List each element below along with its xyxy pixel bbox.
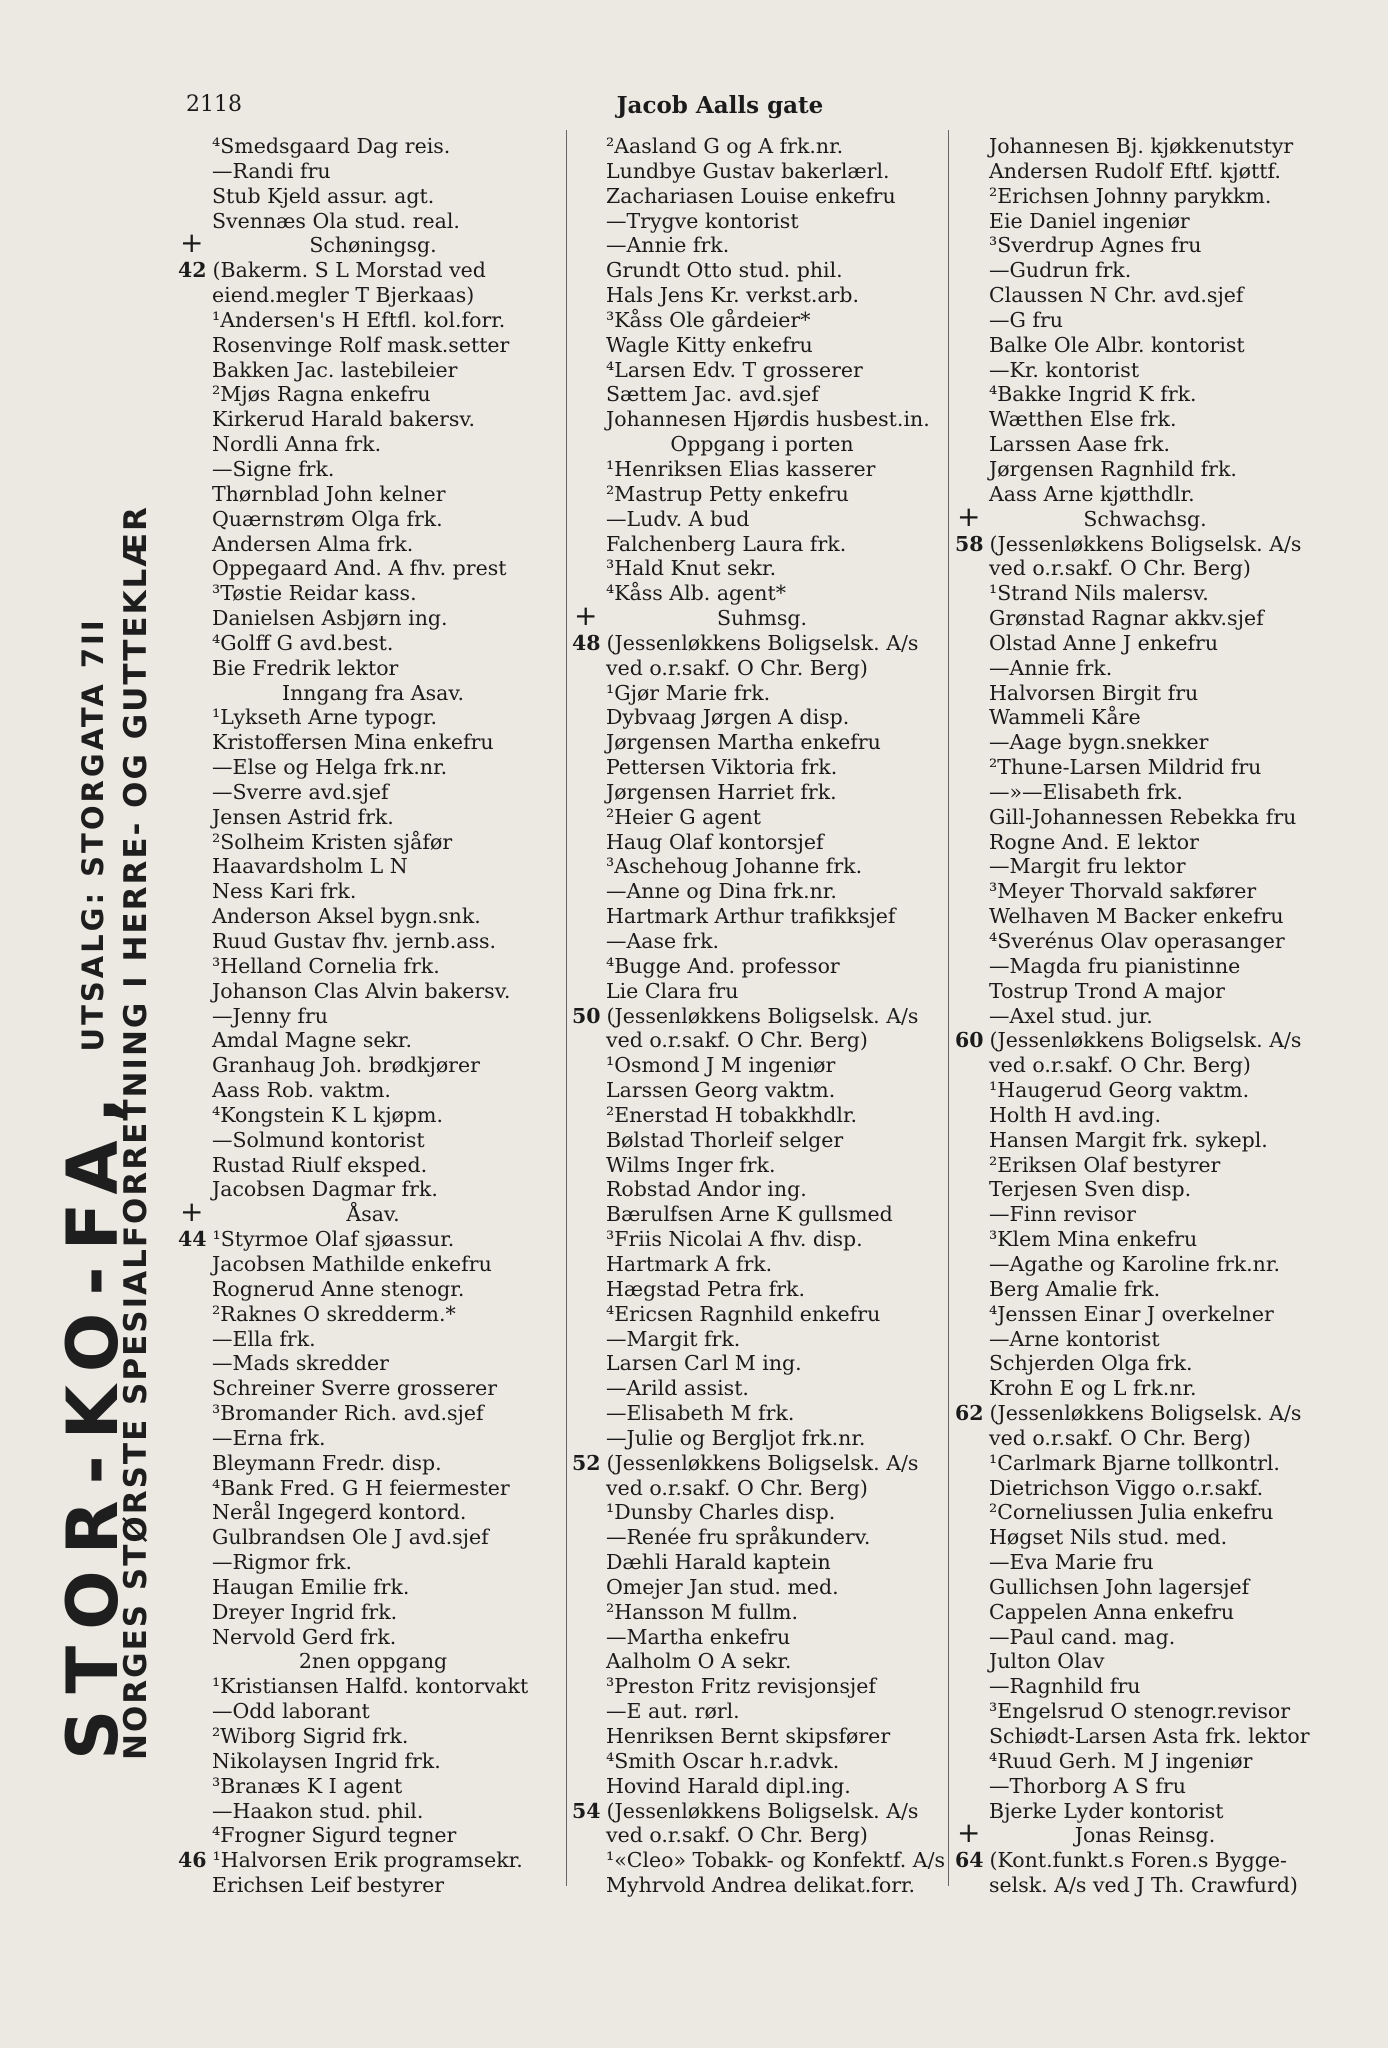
- directory-column-3: [955, 134, 1335, 1898]
- resident-entry: ²Wiborg Sigrid frk.: [212, 1724, 409, 1748]
- resident-entry: —E aut. rørl.: [606, 1699, 740, 1724]
- resident-entry: Rogne And. E lektor: [989, 829, 1199, 854]
- resident-entry: Nordli Anna frk.: [212, 432, 382, 457]
- resident-entry: ¹Strand Nils malersv.: [989, 581, 1209, 606]
- resident-entry: ³Bromander Rich. avd.sjef: [212, 1401, 484, 1426]
- resident-entry: ⁴Smedsgaard Dag reis.: [212, 134, 451, 158]
- owner-text: (Jessenløkkens Boligselsk. A/s: [989, 531, 1302, 556]
- resident-entry: Jacobsen Dagmar frk.: [212, 1177, 438, 1202]
- house-number-entry: [572, 1799, 952, 1824]
- resident-entry: Granhaug Joh. brødkjører: [212, 1053, 480, 1078]
- resident-entry: Hals Jens Kr. verkst.arb.: [606, 283, 860, 308]
- resident-entry: Ruud Gustav fhv. jernb.ass.: [212, 929, 497, 953]
- resident-entry: ⁴Golff G avd.best.: [212, 630, 394, 655]
- resident-entry: Nikolaysen Ingrid frk.: [212, 1748, 441, 1773]
- resident-entry: Eie Daniel ingeniør: [989, 208, 1190, 233]
- resident-entry: ³Friis Nicolai A fhv. disp.: [606, 1227, 863, 1252]
- resident-entry: Olstad Anne J enkefru: [989, 630, 1219, 655]
- resident-entry: —Elisabeth M frk.: [606, 1401, 795, 1426]
- resident-entry: Hartmark Arthur trafikksjef: [606, 904, 896, 929]
- resident-entry: Danielsen Asbjørn ing.: [212, 606, 448, 631]
- resident-entry: ¹«Cleo» Tobakk- og Konfektf. A/s: [606, 1848, 946, 1873]
- resident-entry: Ness Kari frk.: [212, 879, 357, 904]
- house-number: 48: [572, 630, 601, 655]
- resident-entry: Kirkerud Harald bakersv.: [212, 407, 476, 432]
- resident-entry: Hartmark A frk.: [606, 1251, 773, 1276]
- resident-entry: ²Thune-Larsen Mildrid fru: [989, 755, 1262, 780]
- resident-entry: Berg Amalie frk.: [989, 1276, 1161, 1301]
- entry-continuation: ved o.r.sakf. O Chr. Berg): [989, 556, 1251, 581]
- resident-entry: Jensen Astrid frk.: [212, 804, 394, 829]
- house-number: 44: [178, 1227, 207, 1252]
- owner-text: ¹Styrmoe Olaf sjøassur.: [212, 1227, 455, 1252]
- resident-entry: Balke Ole Albr. kontorist: [989, 332, 1245, 357]
- ad-brand: STOR-KO-FA,: [52, 1080, 134, 1760]
- resident-entry: —Thorborg A S fru: [989, 1773, 1186, 1798]
- house-number: 62: [955, 1401, 984, 1426]
- resident-entry: —Kr. kontorist: [989, 357, 1140, 382]
- house-number-entry: [572, 631, 952, 656]
- resident-entry: ¹Lykseth Arne typogr.: [212, 705, 438, 730]
- section-heading: Oppgang i porten: [670, 432, 854, 457]
- resident-entry: ¹Henriksen Elias kasserer: [606, 456, 876, 481]
- advertisement-sidebar: [52, 110, 172, 1760]
- house-number: 42: [178, 258, 207, 283]
- resident-entry: ³Branæs K I agent: [212, 1773, 403, 1798]
- entry-continuation: selsk. A/s ved J Th. Crawfurd): [989, 1873, 1298, 1898]
- resident-entry: —Ludv. A bud: [606, 506, 750, 531]
- house-number-entry: [572, 1451, 952, 1476]
- resident-entry: Grønstad Ragnar akkv.sjef: [989, 606, 1264, 631]
- resident-entry: Schreiner Sverre grosserer: [212, 1376, 498, 1401]
- house-number-entry: [178, 258, 568, 283]
- owner-text: (Jessenløkkens Boligselsk. A/s: [606, 1450, 919, 1475]
- resident-entry: Aalholm O A sekr.: [606, 1649, 792, 1674]
- resident-entry: —Margit frk.: [606, 1326, 741, 1351]
- house-number-entry: [955, 1401, 1335, 1426]
- house-number: 58: [955, 531, 984, 556]
- resident-entry: ¹Kristiansen Halfd. kontorvakt: [212, 1674, 529, 1699]
- resident-entry: Wilms Inger frk.: [606, 1152, 776, 1177]
- resident-entry: Aass Arne kjøtthdlr.: [989, 481, 1195, 506]
- street-name: Schøningsg.: [309, 233, 437, 258]
- ad-tagline: NORGES STØRSTE SPESIALFORRETNING I HERRE- OG GUTTEKLÆR: [118, 505, 154, 1760]
- resident-entry: —Aase frk.: [606, 929, 720, 953]
- resident-entry: Gill-Johannessen Rebekka fru: [989, 804, 1297, 829]
- resident-entry: ⁴Kongstein K L kjøpm.: [212, 1102, 443, 1127]
- section-heading: 2nen oppgang: [298, 1649, 448, 1674]
- resident-entry: ³Tøstie Reidar kass.: [212, 581, 417, 606]
- resident-entry: Robstad Andor ing.: [606, 1177, 807, 1202]
- resident-entry: ³Kåss Ole gårdeier*: [606, 307, 811, 332]
- resident-entry: Zachariasen Louise enkefru: [606, 183, 896, 208]
- owner-text: (Kont.funkt.s Foren.s Bygge-: [989, 1848, 1287, 1873]
- resident-entry: Bleymann Fredr. disp.: [212, 1450, 442, 1475]
- entry-continuation: ved o.r.sakf. O Chr. Berg): [606, 655, 868, 680]
- resident-entry: ⁴Ruud Gerh. M J ingeniør: [989, 1748, 1253, 1773]
- resident-entry: Schjerden Olga frk.: [989, 1351, 1193, 1376]
- resident-entry: Lie Clara fru: [606, 978, 739, 1003]
- resident-entry: Johanson Clas Alvin bakersv.: [212, 978, 511, 1003]
- resident-entry: ¹Haugerud Georg vaktm.: [989, 1078, 1250, 1103]
- resident-entry: Terjesen Sven disp.: [989, 1177, 1192, 1202]
- resident-entry: —Mads skredder: [212, 1351, 389, 1376]
- resident-entry: Pettersen Viktoria frk.: [606, 755, 838, 780]
- resident-entry: ¹Andersen's H Eftfl. kol.forr.: [212, 307, 506, 332]
- house-number: 46: [178, 1848, 207, 1873]
- resident-entry: ²Heier G agent: [606, 804, 762, 829]
- resident-entry: —Jenny fru: [212, 1003, 328, 1028]
- resident-entry: Larssen Aase frk.: [989, 432, 1171, 457]
- resident-entry: —Renée fru språkunderv.: [606, 1525, 871, 1550]
- resident-entry: Henriksen Bernt skipsfører: [606, 1724, 891, 1748]
- resident-entry: Johannesen Bj. kjøkkenutstyr: [989, 134, 1294, 158]
- street-crossing: [955, 1823, 1335, 1848]
- resident-entry: ¹Dunsby Charles disp.: [606, 1500, 836, 1525]
- resident-entry: ²Raknes O skredderm.*: [212, 1301, 456, 1326]
- resident-entry: Haug Olaf kontorsjef: [606, 829, 824, 854]
- resident-entry: —Eva Marie fru: [989, 1550, 1154, 1575]
- resident-entry: Jørgensen Harriet frk.: [606, 779, 837, 804]
- resident-entry: ⁴Sverénus Olav operasanger: [989, 929, 1285, 953]
- resident-entry: Welhaven M Backer enkefru: [989, 904, 1284, 929]
- resident-entry: ⁴Bugge And. professor: [606, 953, 840, 978]
- resident-entry: Svennæs Ola stud. real.: [212, 208, 460, 233]
- entry-continuation: ved o.r.sakf. O Chr. Berg): [989, 1425, 1251, 1450]
- resident-entry: ⁴Smith Oscar h.r.advk.: [606, 1748, 840, 1773]
- resident-entry: Erichsen Leif bestyrer: [212, 1873, 445, 1898]
- resident-entry: ²Corneliussen Julia enkefru: [989, 1500, 1274, 1525]
- resident-entry: Myhrvold Andrea delikat.forr.: [606, 1873, 916, 1898]
- resident-entry: Claussen N Chr. avd.sjef: [989, 283, 1244, 308]
- resident-entry: Stub Kjeld assur. agt.: [212, 183, 435, 208]
- resident-entry: —Odd laborant: [212, 1699, 370, 1724]
- resident-entry: —Ella frk.: [212, 1326, 316, 1351]
- resident-entry: ²Erichsen Johnny parykkm.: [989, 183, 1272, 208]
- resident-entry: Dietrichson Viggo o.r.sakf.: [989, 1475, 1264, 1500]
- house-number: 60: [955, 1028, 984, 1053]
- resident-entry: ³Aschehoug Johanne frk.: [606, 854, 863, 879]
- resident-entry: ⁴Jenssen Einar J overkelner: [989, 1301, 1274, 1326]
- resident-entry: —Aage bygn.snekker: [989, 730, 1209, 755]
- resident-entry: —Solmund kontorist: [212, 1127, 425, 1152]
- resident-entry: —Sverre avd.sjef: [212, 779, 389, 804]
- resident-entry: Sættem Jac. avd.sjef: [606, 382, 819, 407]
- house-number: 54: [572, 1798, 601, 1823]
- resident-entry: Thørnblad John kelner: [212, 481, 446, 506]
- crossing-mark-icon: +: [957, 506, 981, 532]
- resident-entry: ⁴Bakke Ingrid K frk.: [989, 382, 1197, 407]
- page-number: 2118: [186, 92, 242, 117]
- resident-entry: ²Aasland G og A frk.nr.: [606, 134, 844, 158]
- resident-entry: —Else og Helga frk.nr.: [212, 755, 448, 780]
- resident-entry: —Arne kontorist: [989, 1326, 1160, 1351]
- resident-entry: ³Sverdrup Agnes fru: [989, 233, 1202, 258]
- entry-continuation: ved o.r.sakf. O Chr. Berg): [606, 1475, 868, 1500]
- entry-continuation: ved o.r.sakf. O Chr. Berg): [606, 1028, 868, 1053]
- resident-entry: —G fru: [989, 307, 1063, 332]
- resident-entry: ⁴Kåss Alb. agent*: [606, 581, 786, 606]
- resident-entry: —Trygve kontorist: [606, 208, 799, 233]
- street-name: Jonas Reinsg.: [1074, 1823, 1216, 1848]
- resident-entry: Bakken Jac. lastebileier: [212, 357, 458, 382]
- resident-entry: Rustad Riulf eksped.: [212, 1152, 428, 1177]
- resident-entry: —Magda fru pianistinne: [989, 953, 1241, 978]
- resident-entry: —Axel stud. jur.: [989, 1003, 1153, 1028]
- resident-entry: Amdal Magne sekr.: [212, 1028, 412, 1053]
- resident-entry: Anderson Aksel bygn.snk.: [212, 904, 481, 929]
- resident-entry: Bjerke Lyder kontorist: [989, 1798, 1224, 1823]
- entry-continuation: eiend.megler T Bjerkaas): [212, 283, 475, 308]
- crossing-mark-icon: +: [180, 1202, 204, 1228]
- resident-entry: Larsen Carl M ing.: [606, 1351, 802, 1376]
- resident-entry: —Signe frk.: [212, 456, 335, 481]
- section-heading: Inngang fra Asav.: [281, 680, 465, 705]
- entry-continuation: ved o.r.sakf. O Chr. Berg): [989, 1053, 1251, 1078]
- resident-entry: Cappelen Anna enkefru: [989, 1599, 1235, 1624]
- resident-entry: Bølstad Thorleif selger: [606, 1127, 844, 1152]
- owner-text: (Jessenløkkens Boligselsk. A/s: [606, 1798, 919, 1823]
- house-number-entry: [955, 1028, 1335, 1053]
- resident-entry: Jørgensen Martha enkefru: [606, 730, 881, 755]
- resident-entry: ²Eriksen Olaf bestyrer: [989, 1152, 1221, 1177]
- resident-entry: ¹Gjør Marie frk.: [606, 680, 771, 705]
- resident-entry: Julton Olav: [989, 1649, 1105, 1674]
- resident-entry: Holth H avd.ing.: [989, 1102, 1161, 1127]
- resident-entry: —Arild assist.: [606, 1376, 749, 1401]
- house-number-entry: [955, 1848, 1335, 1873]
- owner-text: (Jessenløkkens Boligselsk. A/s: [989, 1028, 1302, 1053]
- resident-entry: —Annie frk.: [989, 655, 1113, 680]
- street-crossing: [178, 233, 568, 258]
- resident-entry: Aass Rob. vaktm.: [212, 1078, 391, 1103]
- resident-entry: ³Meyer Thorvald sakfører: [989, 879, 1257, 904]
- crossing-mark-icon: +: [574, 606, 598, 631]
- ad-sale-text: UTSALG: STORGATA 7II: [76, 617, 110, 1052]
- owner-text: (Jessenløkkens Boligselsk. A/s: [606, 1003, 919, 1028]
- resident-entry: ³Helland Cornelia frk.: [212, 953, 440, 978]
- resident-entry: Johannesen Hjørdis husbest.in.: [606, 407, 930, 432]
- resident-entry: Høgset Nils stud. med.: [989, 1525, 1228, 1550]
- resident-entry: —Julie og Bergljot frk.nr.: [606, 1425, 866, 1450]
- resident-entry: Hægstad Petra frk.: [606, 1276, 805, 1301]
- resident-entry: —Ragnhild fru: [989, 1674, 1141, 1699]
- resident-entry: —»—Elisabeth frk.: [989, 779, 1183, 804]
- resident-entry: Rosenvinge Rolf mask.setter: [212, 332, 510, 357]
- resident-entry: Gulbrandsen Ole J avd.sjef: [212, 1525, 489, 1550]
- resident-entry: Andersen Rudolf Eftf. kjøttf.: [989, 158, 1281, 183]
- resident-entry: —Randi fru: [212, 158, 331, 183]
- resident-entry: Quærnstrøm Olga frk.: [212, 506, 443, 531]
- resident-entry: ³Preston Fritz revisjonsjef: [606, 1674, 876, 1699]
- house-number-entry: [178, 1848, 568, 1873]
- owner-text: ¹Halvorsen Erik programsekr.: [212, 1848, 523, 1873]
- resident-entry: —Gudrun frk.: [989, 258, 1132, 283]
- resident-entry: Wammeli Kåre: [989, 705, 1141, 730]
- resident-entry: Tostrup Trond A major: [989, 978, 1225, 1003]
- resident-entry: ¹Carlmark Bjarne tollkontrl.: [989, 1450, 1280, 1475]
- house-number-entry: [572, 1004, 952, 1029]
- house-number: 52: [572, 1450, 601, 1475]
- house-number: 50: [572, 1003, 601, 1028]
- resident-entry: ⁴Larsen Edv. T grosserer: [606, 357, 863, 382]
- resident-entry: —Anne og Dina frk.nr.: [606, 879, 837, 904]
- resident-entry: Omejer Jan stud. med.: [606, 1574, 839, 1599]
- resident-entry: ²Mjøs Ragna enkefru: [212, 382, 431, 407]
- street-name: Suhmsg.: [716, 606, 808, 631]
- resident-entry: —Finn revisor: [989, 1202, 1136, 1227]
- resident-entry: —Rigmor frk.: [212, 1550, 353, 1575]
- resident-entry: Kristoffersen Mina enkefru: [212, 730, 494, 755]
- resident-entry: Larssen Georg vaktm.: [606, 1078, 836, 1103]
- resident-entry: Bærulfsen Arne K gullsmed: [606, 1202, 893, 1227]
- owner-text: (Jessenløkkens Boligselsk. A/s: [989, 1401, 1302, 1426]
- resident-entry: ²Hansson M fullm.: [606, 1599, 798, 1624]
- resident-entry: Nerål Ingegerd kontord.: [212, 1500, 467, 1525]
- resident-entry: —Agathe og Karoline frk.nr.: [989, 1251, 1280, 1276]
- resident-entry: Krohn E og L frk.nr.: [989, 1376, 1197, 1401]
- resident-entry: —Erna frk.: [212, 1425, 326, 1450]
- resident-entry: Rognerud Anne stenogr.: [212, 1276, 465, 1301]
- resident-entry: Dybvaag Jørgen A disp.: [606, 705, 850, 730]
- resident-entry: ¹Osmond J M ingeniør: [606, 1053, 836, 1078]
- resident-entry: Lundbye Gustav bakerlærl.: [606, 158, 890, 183]
- resident-entry: Grundt Otto stud. phil.: [606, 258, 843, 283]
- street-crossing: [178, 1202, 568, 1227]
- house-number: 64: [955, 1848, 984, 1873]
- house-number-entry: [955, 532, 1335, 557]
- resident-entry: Haugan Emilie frk.: [212, 1574, 410, 1599]
- resident-entry: Falchenberg Laura frk.: [606, 531, 847, 556]
- resident-entry: ²Enerstad H tobakkhdlr.: [606, 1102, 858, 1127]
- resident-entry: ²Solheim Kristen sjåfør: [212, 829, 453, 854]
- resident-entry: Jacobsen Mathilde enkefru: [212, 1251, 492, 1276]
- directory-column-1: [178, 134, 568, 1898]
- resident-entry: Jørgensen Ragnhild frk.: [989, 456, 1237, 481]
- street-crossing: [955, 507, 1335, 532]
- street-name: Schwachsg.: [1083, 506, 1207, 531]
- resident-entry: Hansen Margit frk. sykepl.: [989, 1127, 1268, 1152]
- resident-entry: Wætthen Else frk.: [989, 407, 1177, 432]
- entry-continuation: ved o.r.sakf. O Chr. Berg): [606, 1823, 868, 1848]
- street-name: Åsav.: [346, 1202, 400, 1227]
- resident-entry: Nervold Gerd frk.: [212, 1624, 397, 1649]
- house-number-entry: [178, 1227, 568, 1252]
- resident-entry: Dæhli Harald kaptein: [606, 1550, 831, 1575]
- resident-entry: Andersen Alma frk.: [212, 531, 414, 556]
- resident-entry: —Paul cand. mag.: [989, 1624, 1176, 1649]
- resident-entry: ³Engelsrud O stenogr.revisor: [989, 1699, 1291, 1724]
- crossing-mark-icon: +: [180, 233, 204, 259]
- resident-entry: Gullichsen John lagersjef: [989, 1574, 1250, 1599]
- resident-entry: Halvorsen Birgit fru: [989, 680, 1199, 705]
- resident-entry: Dreyer Ingrid frk.: [212, 1599, 398, 1624]
- resident-entry: ³Klem Mina enkefru: [989, 1227, 1198, 1252]
- crossing-mark-icon: +: [957, 1823, 981, 1849]
- resident-entry: Oppegaard And. A fhv. prest: [212, 556, 507, 581]
- resident-entry: —Martha enkefru: [606, 1624, 791, 1649]
- owner-text: (Jessenløkkens Boligselsk. A/s: [606, 630, 919, 655]
- street-crossing: [572, 606, 952, 631]
- resident-entry: ⁴Bank Fred. G H feiermester: [212, 1475, 510, 1500]
- resident-entry: ³Hald Knut sekr.: [606, 556, 777, 581]
- resident-entry: —Margit fru lektor: [989, 854, 1186, 879]
- resident-entry: —Haakon stud. phil.: [212, 1798, 424, 1823]
- resident-entry: ⁴Ericsen Ragnhild enkefru: [606, 1301, 881, 1326]
- resident-entry: —Annie frk.: [606, 233, 730, 258]
- directory-column-2: [572, 134, 952, 1898]
- resident-entry: ²Mastrup Petty enkefru: [606, 481, 849, 506]
- resident-entry: Wagle Kitty enkefru: [606, 332, 813, 357]
- resident-entry: Haavardsholm L N: [212, 854, 408, 879]
- resident-entry: Hovind Harald dipl.ing.: [606, 1773, 851, 1798]
- owner-text: (Bakerm. S L Morstad ved: [212, 258, 486, 283]
- resident-entry: Bie Fredrik lektor: [212, 655, 399, 680]
- resident-entry: Schiødt-Larsen Asta frk. lektor: [989, 1724, 1310, 1748]
- resident-entry: ⁴Frogner Sigurd tegner: [212, 1823, 457, 1848]
- running-head: Jacob Aalls gate: [616, 92, 824, 119]
